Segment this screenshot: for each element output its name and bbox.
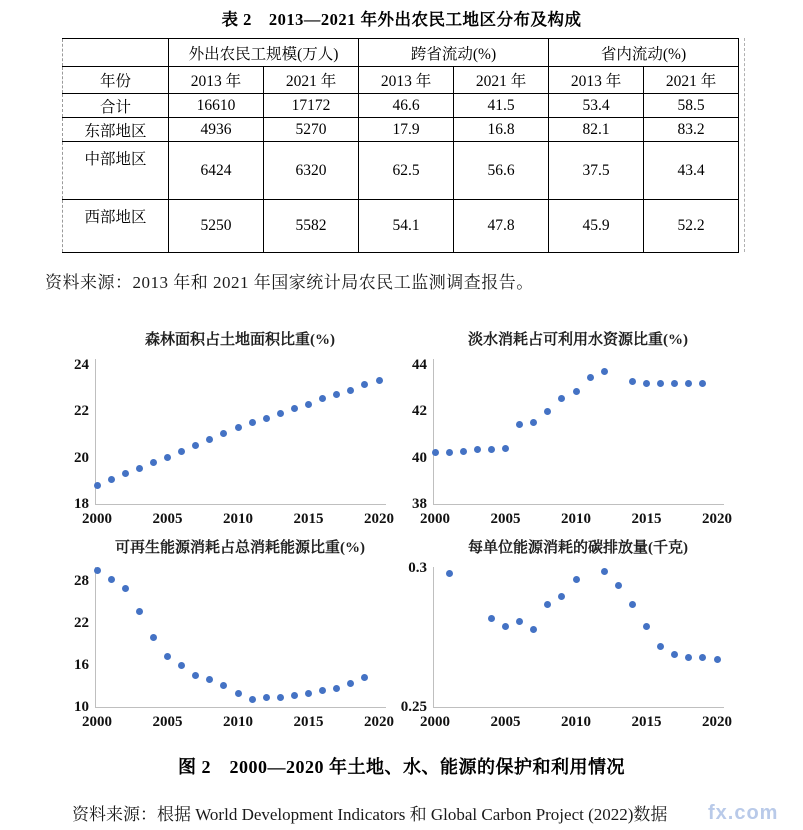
x-tick-label: 2010 xyxy=(223,511,253,527)
data-point xyxy=(263,694,270,701)
x-tick-label: 2005 xyxy=(490,714,521,730)
data-point xyxy=(432,449,439,456)
chart-forest-area-ratio xyxy=(50,330,394,527)
chart-renewable-energy-ratio xyxy=(50,538,394,730)
table-source-note: 资料来源：2013 年和 2021 年国家统计局农民工监测调查报告。 xyxy=(45,273,534,292)
data-point xyxy=(502,623,509,630)
table-cell: 43.4 xyxy=(644,142,739,200)
table-cell: 83.2 xyxy=(644,118,739,142)
table-cell: 46.6 xyxy=(359,94,454,118)
table-cell: 52.2 xyxy=(644,200,739,253)
data-point xyxy=(94,567,101,574)
data-point xyxy=(164,454,171,461)
data-point xyxy=(629,601,636,608)
data-point xyxy=(136,465,143,472)
x-tick-label: 2010 xyxy=(223,714,253,730)
data-point xyxy=(601,568,608,575)
column-header: 2013 年 xyxy=(549,67,644,94)
data-point xyxy=(502,445,509,452)
x-tick-label: 2005 xyxy=(152,511,183,527)
table-cell: 58.5 xyxy=(644,94,739,118)
column-group-scale: 外出农民工规模(万人) xyxy=(169,39,359,67)
data-point xyxy=(516,421,523,428)
data-point xyxy=(657,380,664,387)
chart-title: 淡水消耗占可利用水资源比重(%) xyxy=(468,332,688,348)
data-point xyxy=(122,470,129,477)
table-cell: 53.4 xyxy=(549,94,644,118)
y-tick-label: 24 xyxy=(74,356,89,373)
chart-plot-area xyxy=(412,356,732,527)
data-point xyxy=(206,676,213,683)
year-header: 年份 xyxy=(63,67,169,94)
table-row-west xyxy=(63,200,739,253)
table-cell: 5270 xyxy=(264,118,359,142)
y-tick-label: 44 xyxy=(412,356,427,373)
table-cell: 5250 xyxy=(169,200,264,253)
table-cell: 47.8 xyxy=(454,200,549,253)
data-point xyxy=(685,654,692,661)
x-tick-label: 2000 xyxy=(420,714,450,730)
data-point xyxy=(488,615,495,622)
table-cell: 37.5 xyxy=(549,142,644,200)
y-tick-label: 16 xyxy=(74,657,89,673)
data-point xyxy=(305,690,312,697)
data-point xyxy=(558,395,565,402)
table-group-header-row xyxy=(63,39,739,67)
row-label: 中部地区 xyxy=(63,142,169,200)
data-point xyxy=(333,391,340,398)
data-point xyxy=(460,448,467,455)
x-tick-label: 2005 xyxy=(152,714,183,730)
data-point xyxy=(530,626,537,633)
y-tick-label: 28 xyxy=(74,573,89,589)
data-point xyxy=(136,608,143,615)
data-point xyxy=(192,442,199,449)
table-cell: 62.5 xyxy=(359,142,454,200)
x-tick-label: 2020 xyxy=(702,714,732,730)
data-point xyxy=(671,380,678,387)
table-row-central xyxy=(63,142,739,200)
data-point xyxy=(361,674,368,681)
migrant-workers-table xyxy=(62,38,739,253)
data-point xyxy=(643,380,650,387)
data-point xyxy=(573,576,580,583)
data-point xyxy=(615,582,622,589)
table-cell: 5582 xyxy=(264,200,359,253)
table-row-east xyxy=(63,118,739,142)
data-point xyxy=(235,424,242,431)
column-header: 2013 年 xyxy=(359,67,454,94)
y-tick-label: 40 xyxy=(412,449,427,466)
data-point xyxy=(347,387,354,394)
table-cell: 17172 xyxy=(264,94,359,118)
data-point xyxy=(629,378,636,385)
y-tick-label: 22 xyxy=(74,403,89,420)
data-point xyxy=(108,576,115,583)
y-tick-label: 42 xyxy=(412,403,427,420)
data-point xyxy=(376,377,383,384)
table-cell: 82.1 xyxy=(549,118,644,142)
x-tick-label: 2000 xyxy=(82,511,112,527)
data-point xyxy=(178,662,185,669)
row-label: 合计 xyxy=(63,94,169,118)
chart-title: 每单位能源消耗的碳排放量(千克) xyxy=(468,540,688,556)
data-point xyxy=(319,395,326,402)
x-tick-label: 2000 xyxy=(420,511,450,527)
data-point xyxy=(544,408,551,415)
data-point xyxy=(277,410,284,417)
data-point xyxy=(122,585,129,592)
data-point xyxy=(249,419,256,426)
data-point xyxy=(699,654,706,661)
table-cell: 54.1 xyxy=(359,200,454,253)
x-tick-label: 2015 xyxy=(631,714,662,730)
data-point xyxy=(587,374,594,381)
data-point xyxy=(319,687,326,694)
x-tick-label: 2020 xyxy=(702,511,732,527)
table-cell: 16.8 xyxy=(454,118,549,142)
table-cell: 6424 xyxy=(169,142,264,200)
chart-title: 可再生能源消耗占总消耗能源比重(%) xyxy=(115,540,365,556)
data-point xyxy=(291,405,298,412)
data-point xyxy=(685,380,692,387)
data-point xyxy=(474,446,481,453)
data-point xyxy=(657,643,664,650)
data-point xyxy=(164,653,171,660)
data-point xyxy=(558,593,565,600)
table-cell: 6320 xyxy=(264,142,359,200)
data-point xyxy=(601,368,608,375)
data-point xyxy=(573,388,580,395)
x-tick-label: 2020 xyxy=(364,511,394,527)
data-point xyxy=(150,459,157,466)
table-cell: 41.5 xyxy=(454,94,549,118)
chart-plot-area xyxy=(400,560,732,730)
data-point xyxy=(263,415,270,422)
table-cell: 45.9 xyxy=(549,200,644,253)
x-tick-label: 2015 xyxy=(293,511,324,527)
chart-plot-area xyxy=(74,356,394,527)
data-point xyxy=(446,570,453,577)
y-tick-label: 0.25 xyxy=(400,699,427,715)
data-point xyxy=(516,618,523,625)
data-point xyxy=(699,380,706,387)
figure-caption: 图 2 2000—2020 年土地、水、能源的保护和利用情况 xyxy=(178,757,625,777)
watermark-text: fx.com xyxy=(708,802,779,824)
data-point xyxy=(643,623,650,630)
x-tick-label: 2010 xyxy=(561,511,591,527)
data-point xyxy=(361,381,368,388)
data-point xyxy=(291,692,298,699)
data-point xyxy=(714,656,721,663)
data-point xyxy=(530,419,537,426)
data-point xyxy=(277,694,284,701)
data-point xyxy=(544,601,551,608)
column-header: 2013 年 xyxy=(169,67,264,94)
data-point xyxy=(333,685,340,692)
y-tick-label: 10 xyxy=(74,699,89,715)
chart-freshwater-withdrawal-ratio xyxy=(388,330,732,527)
table-title: 表 2 2013—2021 年外出农民工地区分布及构成 xyxy=(221,10,582,29)
y-tick-label: 18 xyxy=(74,496,89,512)
table-cell-empty xyxy=(63,39,169,67)
figure-source-note: 资料来源：根据 World Development Indicators 和 Global Carbon Project (2022)数据 xyxy=(72,805,668,824)
column-header: 2021 年 xyxy=(264,67,359,94)
x-tick-label: 2015 xyxy=(631,511,662,527)
data-point xyxy=(446,449,453,456)
data-point xyxy=(192,672,199,679)
data-point xyxy=(220,682,227,689)
data-point xyxy=(220,430,227,437)
row-label: 东部地区 xyxy=(63,118,169,142)
chart-carbon-per-energy-unit xyxy=(388,538,732,730)
data-point xyxy=(150,634,157,641)
data-point xyxy=(488,446,495,453)
x-tick-label: 2020 xyxy=(364,714,394,730)
data-point xyxy=(305,401,312,408)
x-tick-label: 2000 xyxy=(82,714,112,730)
y-tick-label: 20 xyxy=(74,449,89,466)
table-row-total xyxy=(63,94,739,118)
data-point xyxy=(249,696,256,703)
data-point xyxy=(347,680,354,687)
data-point xyxy=(94,482,101,489)
table-cell: 17.9 xyxy=(359,118,454,142)
column-header: 2021 年 xyxy=(644,67,739,94)
y-tick-label: 38 xyxy=(412,496,427,512)
x-tick-label: 2005 xyxy=(490,511,521,527)
table-cell: 16610 xyxy=(169,94,264,118)
data-point xyxy=(671,651,678,658)
column-group-intraprovincial: 省内流动(%) xyxy=(549,39,739,67)
table-cell: 56.6 xyxy=(454,142,549,200)
x-tick-label: 2015 xyxy=(293,714,324,730)
column-header: 2021 年 xyxy=(454,67,549,94)
data-point xyxy=(108,476,115,483)
chart-title: 森林面积占土地面积比重(%) xyxy=(145,332,335,348)
chart-plot-area xyxy=(74,567,394,730)
column-group-interprovincial: 跨省流动(%) xyxy=(359,39,549,67)
y-tick-label: 0.3 xyxy=(408,560,427,577)
table-cell: 4936 xyxy=(169,118,264,142)
data-point xyxy=(206,436,213,443)
data-point xyxy=(178,448,185,455)
table-right-guide-line xyxy=(744,38,745,252)
x-tick-label: 2010 xyxy=(561,714,591,730)
y-tick-label: 22 xyxy=(74,615,89,631)
table-subheader-row xyxy=(63,67,739,94)
row-label: 西部地区 xyxy=(63,200,169,253)
data-point xyxy=(235,690,242,697)
